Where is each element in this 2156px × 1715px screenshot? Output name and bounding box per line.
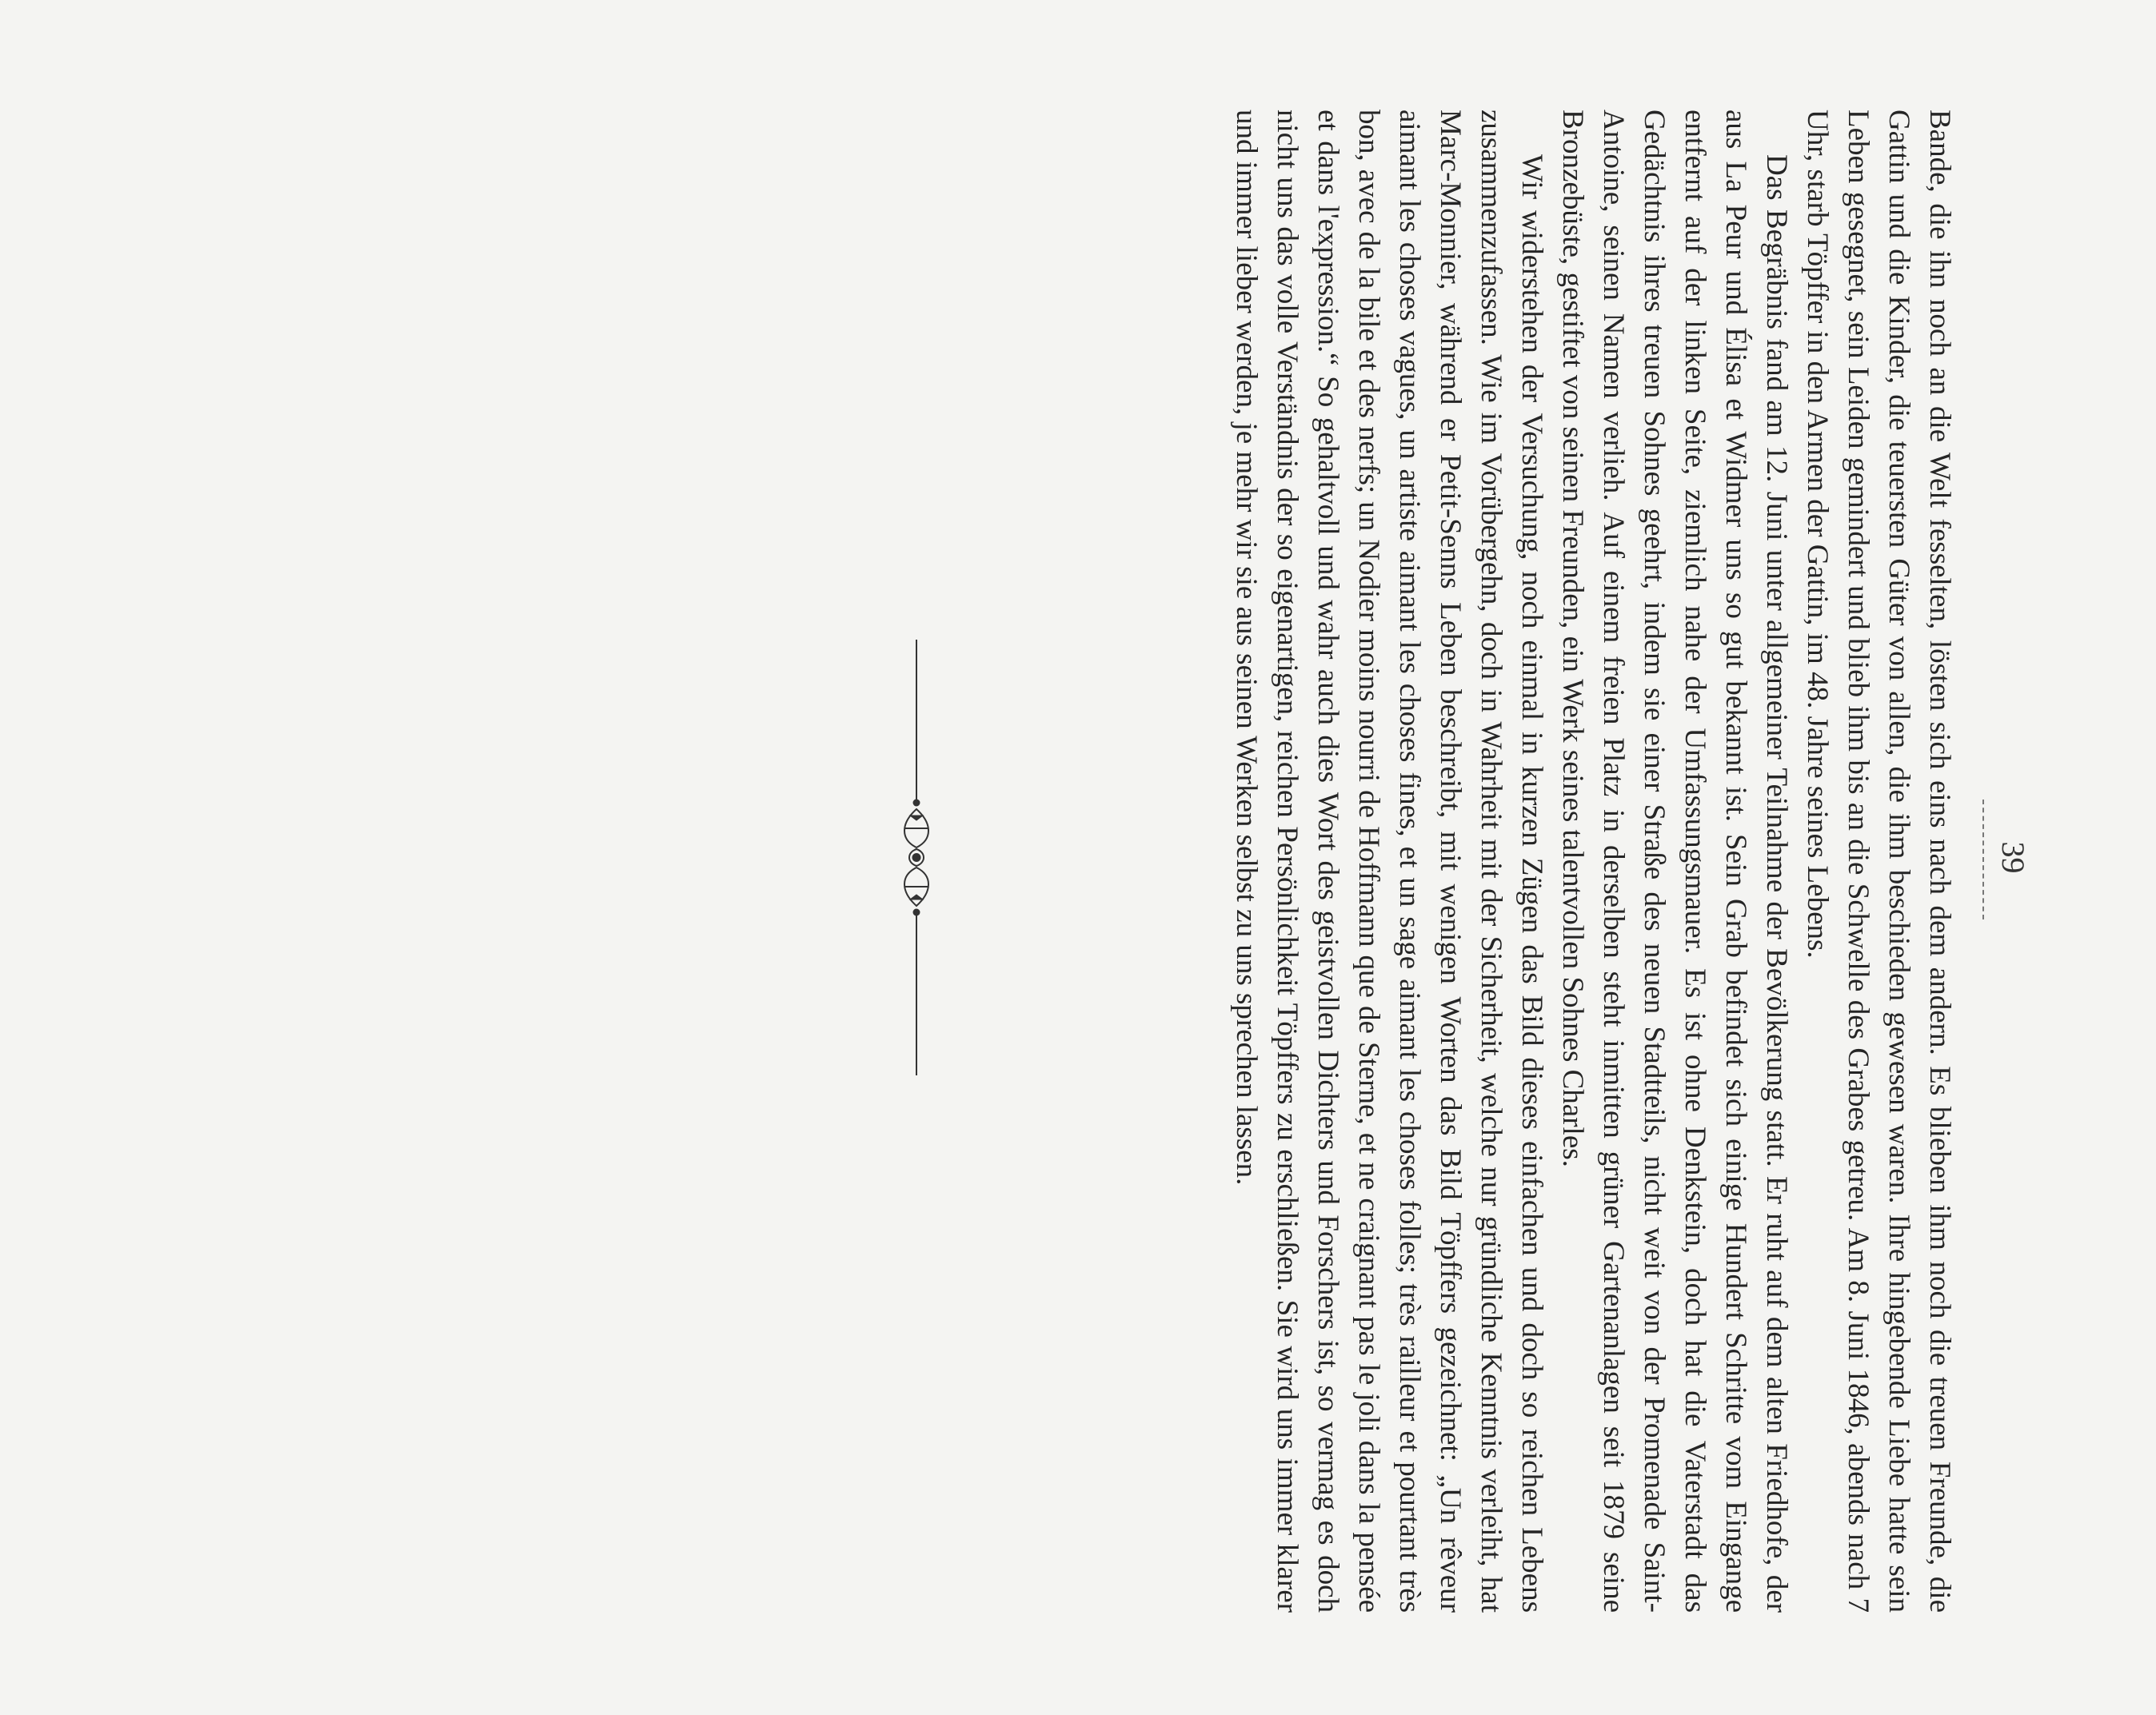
ornamental-divider: [892, 0, 940, 1715]
body-text: [1226, 110, 1960, 1613]
page-number: 39: [1995, 841, 2031, 874]
page-number-underline: [1982, 800, 1984, 919]
paragraph-2: Das Begräbnis fand am 12. Juni unter allgemeiner Teilnahme der Bevölkerung statt. Er ruht auf dem alten Friedhofe, der aus La Peur und Élisa et Widmer uns so gut bekannt ist. Sein Grab befindet sich einige Hundert Schritte vom Eingange entfernt auf der linken Seite, ziemlich nahe der Umfassungsmauer. Es ist ohne Denkstein, doch hat die Vaterstadt das Gedächtnis ihres treuen Sohnes geehrt, indem sie einer Straße des neuen Stadtteils, nicht weit von der Promenade Saint-Antoine, seinen Namen verlieh. Auf einem freien Platz in derselben steht inmitten grüner Gartenanlagen seit 1879 seine Bronzebüste, gestiftet von seinen Freunden, ein Werk seines talentvollen Sohnes Charles.: [1556, 110, 1793, 1613]
paragraph-1: Bande, die ihn noch an die Welt fesselten, lösten sich eins nach dem andern. Es blieben ihm noch die treuen Freunde, die Gattin und die Kinder, die teuersten Güter von allen, die ihm beschieden gewesen waren. Ihre hingebende Liebe hatte sein Leben gesegnet, sein Leiden gemindert und blieb ihm bis an die Schwelle des Grabes getreu. Am 8. Juni 1846, abends nach 7 Uhr, starb Töpffer in den Armen der Gattin, im 48. Jahre seines Lebens.: [1801, 110, 1956, 1613]
paragraph-3: Wir widerstehen der Versuchung, noch einmal in kurzen Zügen das Bild dieses einfachen und doch so reichen Lebens zusammenzufassen. Wie im Vorübergehn, doch in Wahrheit mit der Sicherheit, welche nur gründliche Kenntnis verleiht, hat Marc-Monnier, während er Petit-Senns Leben beschreibt, mit wenigen Worten das Bild Töpffers gezeichnet: „Un rêveur aimant les choses vagues, un artiste aimant les choses fines, et un sage aimant les choses folles; très railleur et pourtant très bon, avec de la bile et des nerfs; un Nodier moins nourri de Hoffmann que de Sterne, et ne craignant pas le joli dans la pensée et dans l'expression.“ So gehaltvoll und wahr auch dies Wort des geistvollen Dichters und Forschers ist, so vermag es doch nicht uns das volle Verständnis der so eigenartigen, reichen Persönlichkeit Töpffers zu erschließen. Sie wird uns immer klarer und immer lieber werden, je mehr wir sie aus seinen Werken selbst zu uns sprechen lassen.: [1230, 110, 1548, 1613]
